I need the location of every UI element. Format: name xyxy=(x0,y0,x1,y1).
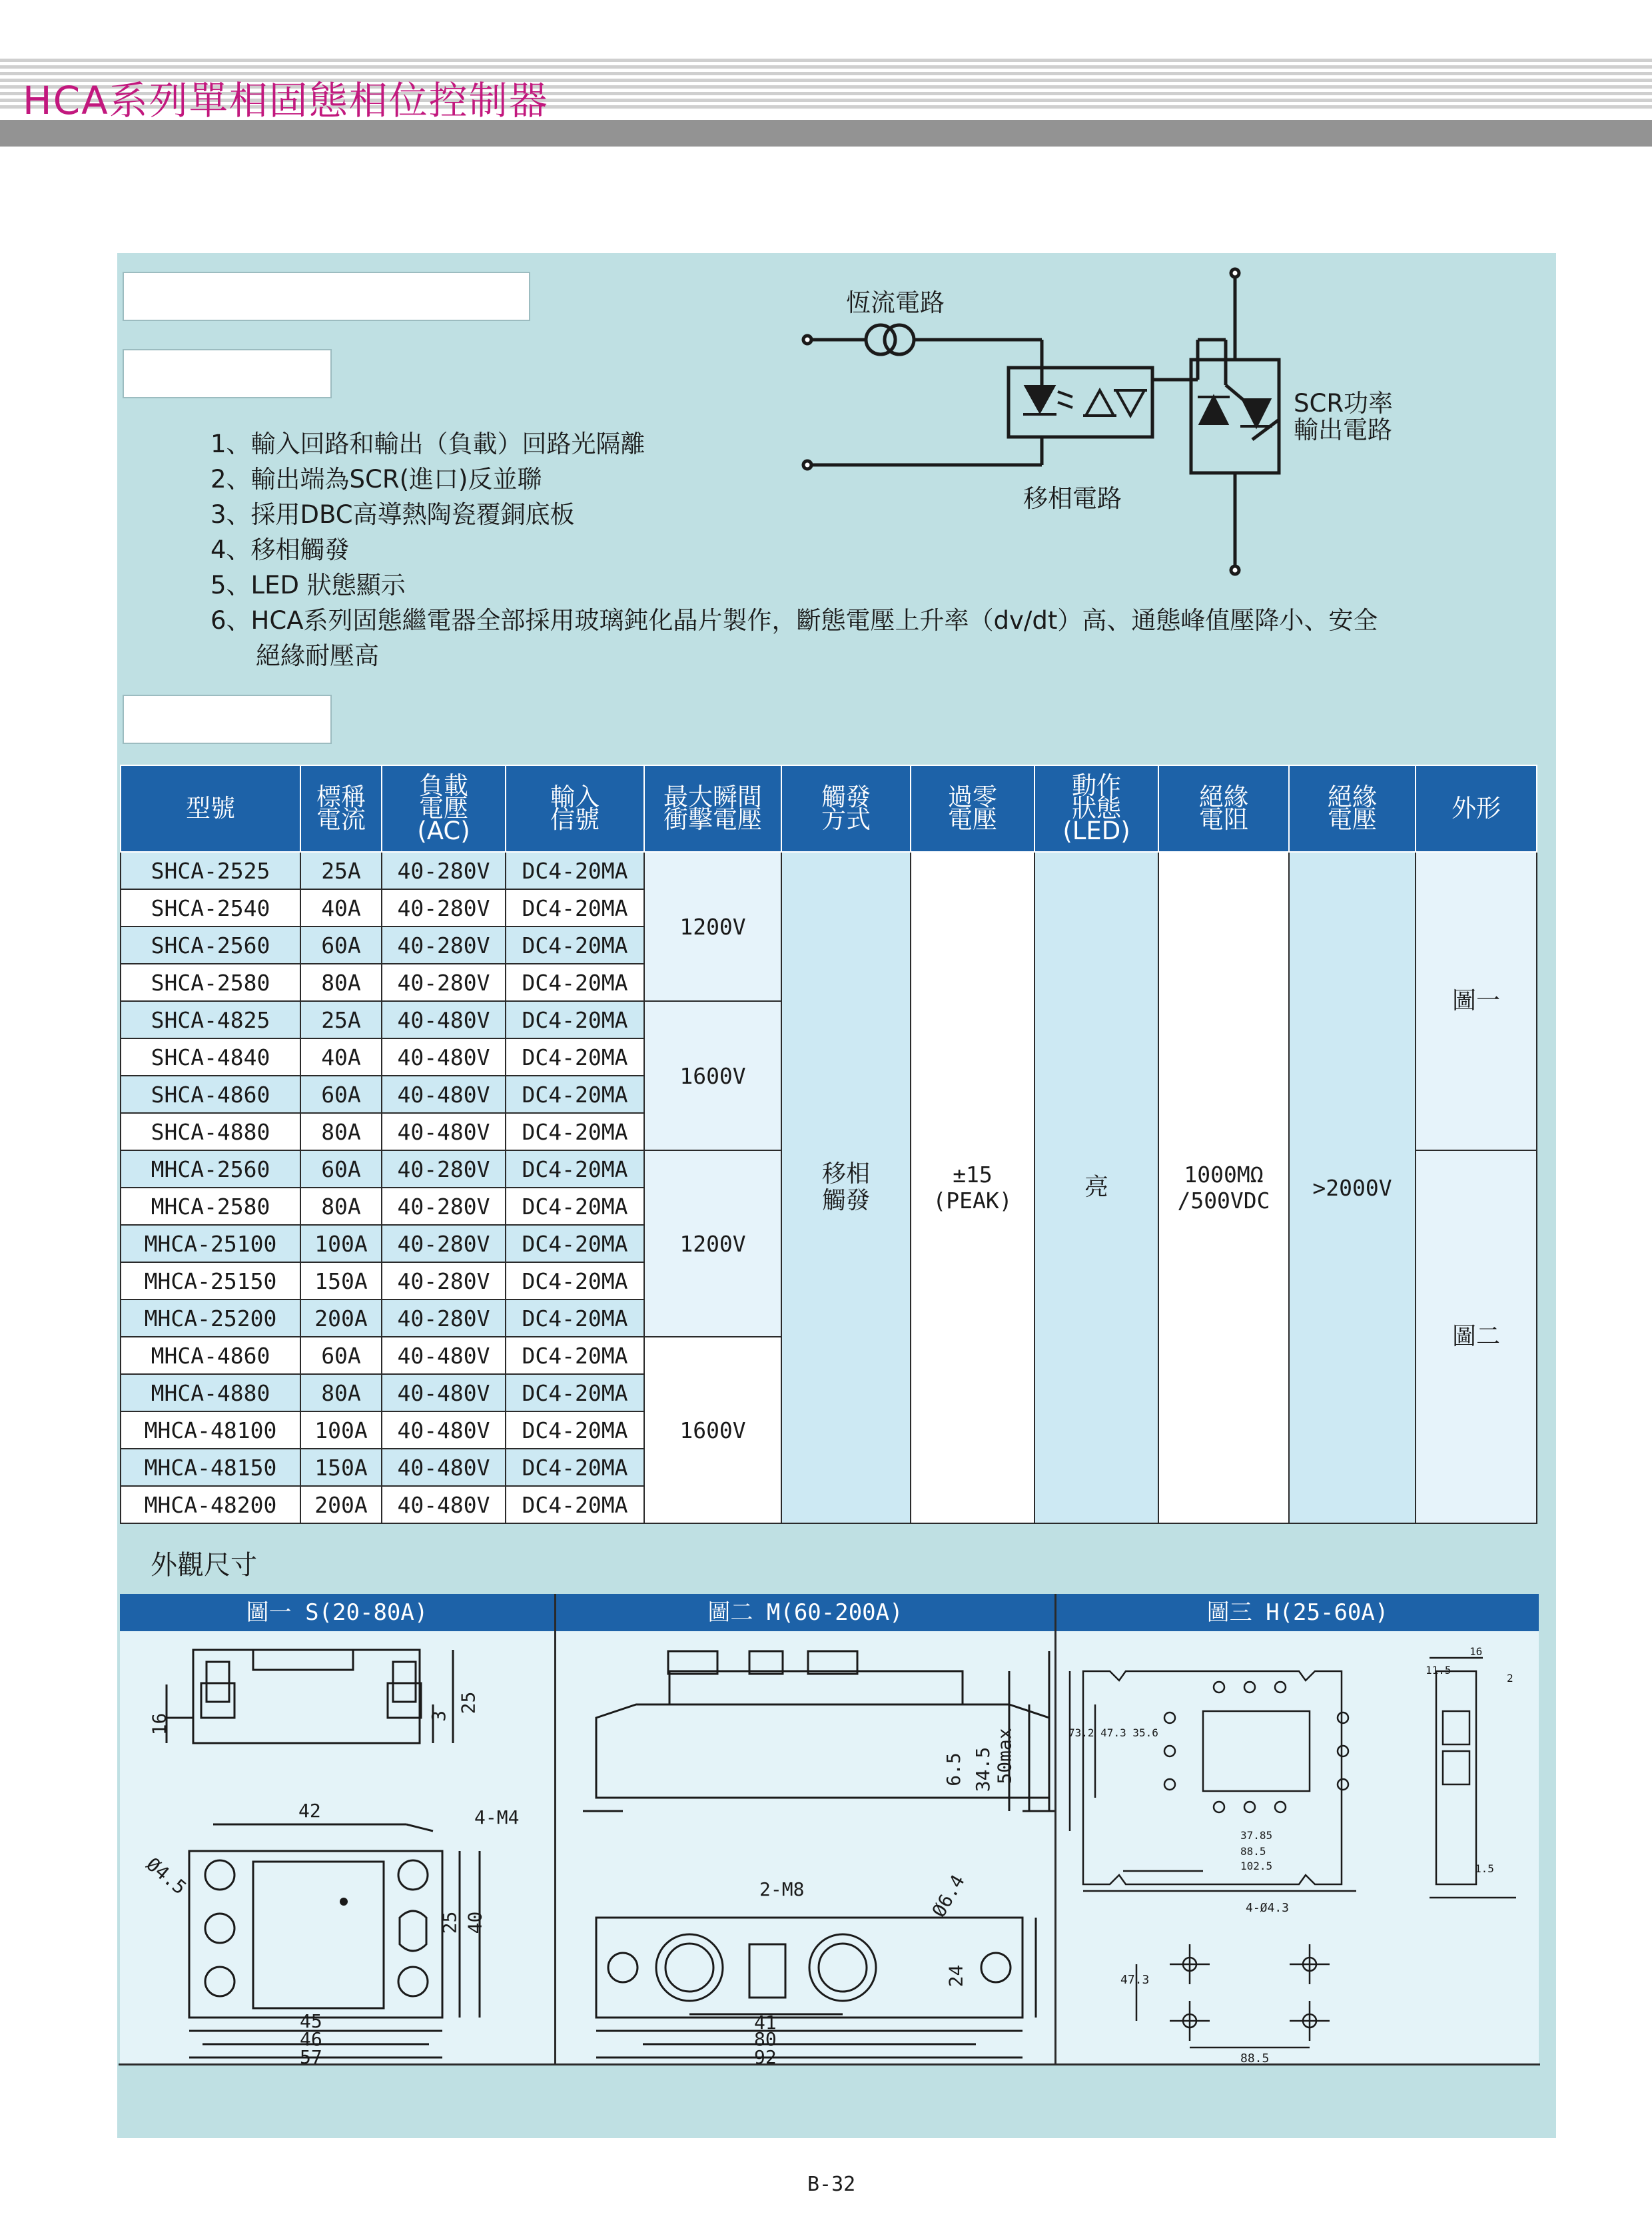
scr-label-line-1: SCR功率 xyxy=(1294,389,1394,418)
cell-model: SHCA-4840 xyxy=(121,1038,300,1076)
feature-item: 5、LED 狀態顯示 xyxy=(210,571,406,599)
fig2-dim-345: 34.5 xyxy=(972,1746,995,1792)
fig1-title: 圖一 S(20-80A) xyxy=(120,1594,554,1631)
page-number: B-32 xyxy=(807,2173,856,2196)
cell-load: 40-280V xyxy=(382,1188,506,1225)
cell-current: 80A xyxy=(300,964,382,1001)
col-trigger-line: 觸發 xyxy=(821,783,871,811)
cell-current: 60A xyxy=(300,1150,382,1188)
fig3-dim-3785: 37.85 xyxy=(1240,1829,1273,1842)
fig3-dim-115: 11.5 xyxy=(1426,1664,1451,1676)
cell-input: DC4-20MA xyxy=(506,1113,644,1150)
fig1-dim-45: 45 xyxy=(300,2010,322,2032)
cell-load: 40-480V xyxy=(382,1076,506,1113)
fig3-drawing xyxy=(1056,1631,1539,2064)
fig2-dim-24: 24 xyxy=(945,1964,967,1988)
fig3-dim-2: 2 xyxy=(1507,1672,1513,1684)
cell-input: DC4-20MA xyxy=(506,1486,644,1523)
cell-load: 40-480V xyxy=(382,1486,506,1523)
col-insulation-line: 電壓 xyxy=(1328,805,1377,834)
col-zero xyxy=(911,765,1034,852)
cell-load: 40-280V xyxy=(382,1225,506,1262)
blank-label-box-3 xyxy=(123,695,332,744)
col-resistance-line: 電阻 xyxy=(1199,805,1248,834)
feature-item: 6、HCA系列固態繼電器全部採用玻璃鈍化晶片製作，斷態電壓上升率（dv/dt）高、通態峰值壓降小、安全 xyxy=(210,606,1378,635)
col-zero-line: 電壓 xyxy=(948,805,997,834)
col-input-line: 輸入 xyxy=(550,783,600,811)
col-state-line: 動作 xyxy=(1072,771,1121,800)
constant-current-label: 恆流電路 xyxy=(846,288,945,317)
cell-load: 40-480V xyxy=(382,1374,506,1411)
cell-load: 40-280V xyxy=(382,927,506,964)
cell-input: DC4-20MA xyxy=(506,1337,644,1374)
fig2-title: 圖二 M(60-200A) xyxy=(556,1594,1054,1631)
cell-shape: 圖一 xyxy=(1416,852,1537,1150)
cell-load: 40-480V xyxy=(382,1337,506,1374)
fig2-label-phi: Ø6.4 xyxy=(927,1871,969,1921)
cell-model: SHCA-2580 xyxy=(121,964,300,1001)
feature-item: 4、移相觸發 xyxy=(210,536,350,564)
cell-insulation-voltage: >2000V xyxy=(1289,852,1416,1523)
fig3-dim-73: 73.2 xyxy=(1068,1726,1094,1739)
col-load-line: 負載 xyxy=(419,771,468,800)
cell-model: SHCA-2560 xyxy=(121,927,300,964)
cell-surge: 1200V xyxy=(644,1150,781,1337)
fig3-dim-35: 35.6 xyxy=(1132,1726,1158,1739)
resistance-line: 1000MΩ xyxy=(1184,1162,1264,1188)
cell-model: MHCA-2580 xyxy=(121,1188,300,1225)
cell-model: MHCA-2560 xyxy=(121,1150,300,1188)
cell-load: 40-280V xyxy=(382,1300,506,1337)
resistance-line: /500VDC xyxy=(1177,1188,1270,1214)
fig3-dim-16: 16 xyxy=(1469,1645,1483,1658)
col-shape: 外形 xyxy=(1416,765,1537,852)
col-resistance-line: 絕緣 xyxy=(1199,783,1248,811)
trigger-line: 觸發 xyxy=(821,1187,870,1214)
cell-current: 40A xyxy=(300,889,382,927)
cell-input: DC4-20MA xyxy=(506,927,644,964)
fig1-drawing xyxy=(120,1631,554,2064)
cell-current: 60A xyxy=(300,1337,382,1374)
col-surge-line: 衝擊電壓 xyxy=(663,805,762,834)
fig3-dim-47: 47.3 xyxy=(1100,1726,1126,1739)
cell-model: MHCA-25150 xyxy=(121,1262,300,1300)
cell-model: MHCA-25100 xyxy=(121,1225,300,1262)
fig1-dim-42: 42 xyxy=(298,1800,321,1822)
col-current xyxy=(300,765,382,852)
cell-load: 40-280V xyxy=(382,852,506,889)
fig3-label-phi: 4-Ø4.3 xyxy=(1246,1901,1290,1915)
cell-load: 40-280V xyxy=(382,1262,506,1300)
cell-model: SHCA-4860 xyxy=(121,1076,300,1113)
cell-model: SHCA-4825 xyxy=(121,1001,300,1038)
col-trigger xyxy=(781,765,911,852)
cell-current: 25A xyxy=(300,1001,382,1038)
fig2-dim-92: 92 xyxy=(754,2046,777,2068)
cell-model: SHCA-2540 xyxy=(121,889,300,927)
fig1-dim-46: 46 xyxy=(300,2028,322,2050)
fig3-dim-473: 47.3 xyxy=(1120,1973,1150,1987)
cell-load: 40-480V xyxy=(382,1411,506,1449)
scr-output-label xyxy=(1294,390,1393,444)
fig1-dim-57: 57 xyxy=(300,2046,322,2068)
cell-current: 25A xyxy=(300,852,382,889)
cell-input: DC4-20MA xyxy=(506,1225,644,1262)
cell-current: 200A xyxy=(300,1300,382,1337)
cell-surge: 1200V xyxy=(644,852,781,1001)
col-model: 型號 xyxy=(121,765,300,852)
fig1-label-phi: Ø4.5 xyxy=(142,1853,191,1899)
col-input xyxy=(506,765,644,852)
phase-shift-label: 移相電路 xyxy=(1023,484,1122,513)
cell-input: DC4-20MA xyxy=(506,1150,644,1188)
cell-current: 150A xyxy=(300,1449,382,1486)
cell-input: DC4-20MA xyxy=(506,1076,644,1113)
cell-trigger xyxy=(781,852,911,1523)
circuit-diagram xyxy=(793,266,1392,582)
col-current-line: 標稱 xyxy=(316,783,366,811)
fig3-dim-1025: 102.5 xyxy=(1240,1860,1273,1872)
cell-load: 40-480V xyxy=(382,1449,506,1486)
col-state-line: 狀態 xyxy=(1072,794,1121,823)
col-insulation-voltage xyxy=(1289,765,1416,852)
fig1-dim-25b: 25 xyxy=(438,1911,461,1934)
cell-current: 100A xyxy=(300,1225,382,1262)
fig1-label-m4: 4-M4 xyxy=(474,1806,520,1828)
fig1-dim-16: 16 xyxy=(148,1712,171,1736)
fig2-dim-50: 50max xyxy=(993,1728,1016,1784)
col-state xyxy=(1034,765,1158,852)
cell-model: MHCA-48200 xyxy=(121,1486,300,1523)
blank-label-box-2 xyxy=(123,349,332,398)
cell-load: 40-280V xyxy=(382,964,506,1001)
col-surge-line: 最大瞬間 xyxy=(663,783,762,811)
cell-current: 80A xyxy=(300,1374,382,1411)
fig2-label-m8: 2-M8 xyxy=(759,1878,805,1900)
cell-input: DC4-20MA xyxy=(506,1188,644,1225)
feature-item: 3、採用DBC高導熱陶瓷覆銅底板 xyxy=(210,500,575,529)
cell-current: 200A xyxy=(300,1486,382,1523)
cell-input: DC4-20MA xyxy=(506,1374,644,1411)
cell-input: DC4-20MA xyxy=(506,964,644,1001)
col-load xyxy=(382,765,506,852)
cell-resistance xyxy=(1158,852,1289,1523)
fig3-dim-15: 1.5 xyxy=(1475,1862,1494,1875)
fig2-dim-65: 6.5 xyxy=(942,1752,965,1786)
fig1-dim-3: 3 xyxy=(427,1710,450,1722)
cell-model: SHCA-2525 xyxy=(121,852,300,889)
cell-model: SHCA-4880 xyxy=(121,1113,300,1150)
cell-current: 80A xyxy=(300,1188,382,1225)
cell-current: 100A xyxy=(300,1411,382,1449)
col-insulation-line: 絕緣 xyxy=(1328,783,1377,811)
fig1-dim-25: 25 xyxy=(457,1691,480,1714)
cell-surge: 1600V xyxy=(644,1001,781,1150)
cell-zero-voltage xyxy=(911,852,1034,1523)
cell-led-state: 亮 xyxy=(1034,852,1158,1523)
feature-item: 1、輸入回路和輸出（負載）回路光隔離 xyxy=(210,430,645,458)
cell-model: MHCA-25200 xyxy=(121,1300,300,1337)
col-zero-line: 過零 xyxy=(948,783,997,811)
col-load-line: 電壓 xyxy=(419,794,468,823)
cell-current: 40A xyxy=(300,1038,382,1076)
scr-label-line-2: 輸出電路 xyxy=(1294,416,1392,444)
cell-input: DC4-20MA xyxy=(506,1300,644,1337)
page-title: HCA系列單相固態相位控制器 xyxy=(23,78,549,123)
cell-shape: 圖二 xyxy=(1416,1150,1537,1523)
cell-input: DC4-20MA xyxy=(506,1449,644,1486)
col-current-line: 電流 xyxy=(316,805,366,834)
fig2-drawing xyxy=(556,1631,1054,2064)
cell-current: 60A xyxy=(300,1076,382,1113)
col-input-line: 信號 xyxy=(550,805,600,834)
spec-table xyxy=(120,765,1537,1524)
trigger-line: 移相 xyxy=(821,1160,870,1188)
feature-item: 2、輸出端為SCR(進口)反並聯 xyxy=(210,465,542,494)
cell-current: 80A xyxy=(300,1113,382,1150)
zero-line: (PEAK) xyxy=(933,1188,1013,1214)
cell-model: MHCA-48150 xyxy=(121,1449,300,1486)
col-load-line: (AC) xyxy=(417,817,470,845)
cell-load: 40-480V xyxy=(382,1113,506,1150)
fig3-title: 圖三 H(25-60A) xyxy=(1056,1594,1539,1631)
col-trigger-line: 方式 xyxy=(821,805,871,834)
table-row xyxy=(121,852,1537,889)
col-resistance xyxy=(1158,765,1289,852)
cell-model: MHCA-4860 xyxy=(121,1337,300,1374)
fig3-dims-left xyxy=(1068,1726,1158,1739)
cell-input: DC4-20MA xyxy=(506,1262,644,1300)
fig1-dim-40: 40 xyxy=(464,1911,486,1934)
cell-input: DC4-20MA xyxy=(506,1001,644,1038)
col-state-line: (LED) xyxy=(1062,817,1130,845)
fig2-dim-80: 80 xyxy=(754,2028,777,2050)
cell-input: DC4-20MA xyxy=(506,1038,644,1076)
cell-input: DC4-20MA xyxy=(506,889,644,927)
cell-current: 60A xyxy=(300,927,382,964)
fig3-dim-885: 88.5 xyxy=(1240,1845,1266,1858)
zero-line: ±15 xyxy=(953,1162,993,1188)
fig3-dim-885b: 88.5 xyxy=(1240,2051,1270,2065)
cell-load: 40-480V xyxy=(382,1038,506,1076)
blank-label-box-1 xyxy=(123,272,530,321)
fig2-dim-41: 41 xyxy=(754,2012,777,2034)
feature-item-continuation: 絕緣耐壓高 xyxy=(256,641,379,670)
cell-current: 150A xyxy=(300,1262,382,1300)
cell-model: MHCA-48100 xyxy=(121,1411,300,1449)
cell-input: DC4-20MA xyxy=(506,852,644,889)
dimensions-heading: 外觀尺寸 xyxy=(151,1550,257,1581)
cell-model: MHCA-4880 xyxy=(121,1374,300,1411)
col-surge xyxy=(644,765,781,852)
cell-surge: 1600V xyxy=(644,1337,781,1523)
cell-input: DC4-20MA xyxy=(506,1411,644,1449)
cell-load: 40-280V xyxy=(382,889,506,927)
cell-load: 40-480V xyxy=(382,1001,506,1038)
table-header-row xyxy=(121,765,1537,852)
cell-load: 40-280V xyxy=(382,1150,506,1188)
